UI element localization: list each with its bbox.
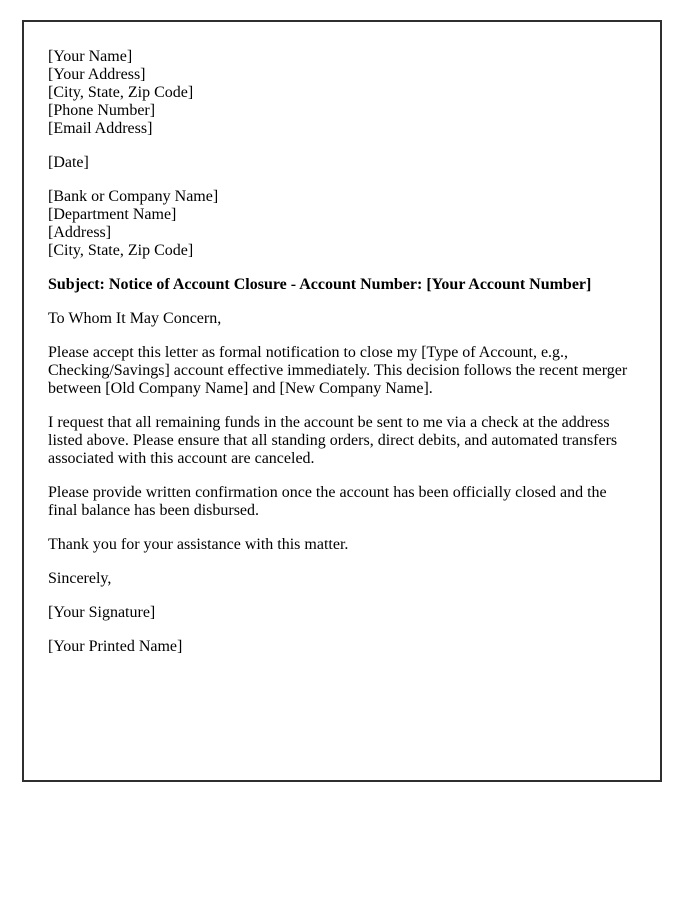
- recipient-city-state-zip: [City, State, Zip Code]: [48, 242, 194, 259]
- letter-frame: [22, 20, 662, 782]
- sender-address-block: [48, 48, 636, 138]
- salutation: To Whom It May Concern,: [48, 310, 222, 327]
- printed-name-placeholder: [Your Printed Name]: [48, 638, 183, 655]
- sender-address: [Your Address]: [48, 66, 146, 83]
- body-paragraph-3: Please provide written confirmation once the account has been officially closed and the final balance has been disbursed.: [48, 484, 607, 519]
- sender-email: [Email Address]: [48, 120, 153, 137]
- body-paragraph-2: I request that all remaining funds in the account be sent to me via a check at the address listed above. Please ensure that all standing orders, direct debits, and automated transfers associated with this account are canceled.: [48, 414, 618, 467]
- recipient-address: [Address]: [48, 224, 112, 241]
- subject-line: Subject: Notice of Account Closure - Account Number: [Your Account Number]: [48, 276, 592, 293]
- recipient-address-block: [48, 188, 636, 260]
- body-paragraph-1: Please accept this letter as formal notification to close my [Type of Account, e.g., Checking/Savings] account effective immediately. This decision follows the recent merger between [Old Company Name] and [New Company Name].: [48, 344, 628, 397]
- recipient-department: [Department Name]: [48, 206, 177, 223]
- recipient-company: [Bank or Company Name]: [48, 188, 219, 205]
- signature-placeholder: [Your Signature]: [48, 604, 156, 621]
- body-paragraph-4: Thank you for your assistance with this matter.: [48, 536, 349, 553]
- sender-phone: [Phone Number]: [48, 102, 156, 119]
- closing: Sincerely,: [48, 570, 112, 587]
- date-line: [Date]: [48, 154, 89, 171]
- sender-name: [Your Name]: [48, 48, 133, 65]
- sender-city-state-zip: [City, State, Zip Code]: [48, 84, 194, 101]
